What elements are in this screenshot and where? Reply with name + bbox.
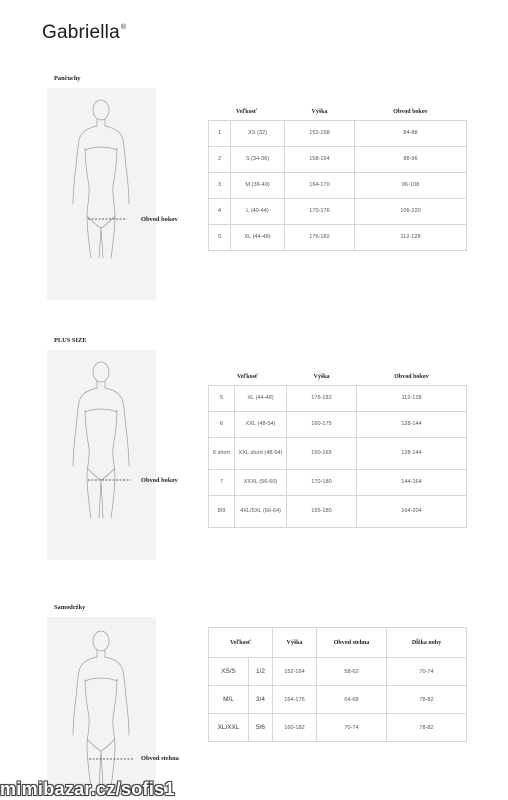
cell-height: 160-175	[287, 411, 357, 437]
cell-number-size: 5/6	[249, 714, 273, 742]
header-thigh-circumference: Obvod stehna	[317, 628, 387, 658]
figure-panel-hips	[47, 88, 178, 300]
cell-number-size: 3/4	[249, 686, 273, 714]
table-row	[209, 686, 467, 714]
cell-thigh: 64-68	[317, 686, 387, 714]
cell-height: 164-170	[285, 172, 355, 198]
header-hip-circumference: Obvod bokov	[393, 108, 428, 115]
size-table-plus-size	[208, 369, 467, 528]
table-row	[209, 437, 467, 469]
cell-thigh: 70-74	[317, 714, 387, 742]
cell-hips: 88-96	[355, 146, 467, 172]
cell-height: 152-164	[273, 658, 317, 686]
cell-hips: 96-108	[355, 172, 467, 198]
table-row	[209, 658, 467, 686]
section-title-panchuchy: Pančuchy	[54, 75, 81, 82]
section-title-samodrzky: Samodržky	[54, 604, 86, 611]
cell-number: 6	[209, 411, 235, 437]
body-silhouette-illustration	[47, 617, 156, 795]
cell-height: 150-165	[287, 437, 357, 469]
registered-mark: ®	[120, 24, 127, 31]
cell-hips: 84-88	[355, 120, 467, 146]
header-leg-length: Dĺžka nohy	[387, 628, 467, 658]
cell-size: XXL (48-54)	[235, 411, 287, 437]
size-table-samodrzky	[208, 627, 467, 742]
header-size: Veľkosť	[236, 373, 259, 380]
table-header-row	[209, 104, 467, 120]
table-row	[209, 411, 467, 437]
header-height: Výška	[273, 628, 317, 658]
cell-size: L (40-44)	[231, 198, 285, 224]
cell-number: 1	[209, 120, 231, 146]
brand-name: Gabriella	[42, 22, 120, 43]
cell-height: 176-182	[285, 224, 355, 250]
cell-number-size: 1/2	[249, 658, 273, 686]
cell-hips: 144-164	[357, 469, 467, 495]
table-row	[209, 198, 467, 224]
size-table-panchuchy	[208, 104, 467, 251]
cell-hips: 128-144	[357, 437, 467, 469]
cell-height: 164-176	[273, 686, 317, 714]
cell-hips: 164-204	[357, 495, 467, 527]
table-row	[209, 385, 467, 411]
cell-leg-length: 78-82	[387, 714, 467, 742]
watermark-text: mimibazar.cz/sofis1	[0, 779, 175, 799]
measure-label-hips: Obvod bokov	[141, 477, 178, 484]
cell-height: 176-182	[287, 385, 357, 411]
cell-size: XS (32)	[231, 120, 285, 146]
cell-height: 170-180	[287, 469, 357, 495]
figure-panel-hips-plus	[47, 350, 178, 560]
cell-number: 2	[209, 146, 231, 172]
measure-label-thigh: Obvod stehna	[141, 755, 179, 762]
cell-hips: 128-144	[357, 411, 467, 437]
cell-letter-size: XS/S	[209, 658, 249, 686]
measure-label-hips: Obvod bokov	[141, 216, 178, 223]
cell-number: 5	[209, 385, 235, 411]
cell-height: 158-164	[285, 146, 355, 172]
header-height: Výška	[313, 373, 330, 380]
cell-leg-length: 78-82	[387, 686, 467, 714]
cell-size: 4XL/5XL (60-64)	[235, 495, 287, 527]
cell-height: 152-158	[285, 120, 355, 146]
table-row	[209, 495, 467, 527]
table-row	[209, 146, 467, 172]
table-row	[209, 224, 467, 250]
cell-leg-length: 70-74	[387, 658, 467, 686]
table-row	[209, 469, 467, 495]
cell-size: XL (44-48)	[231, 224, 285, 250]
cell-letter-size: XL/XXL	[209, 714, 249, 742]
cell-size: XXL short (48-54)	[235, 437, 287, 469]
header-size: Veľkosť	[235, 108, 258, 115]
section-title-plus-size: PLUS SIZE	[54, 337, 87, 344]
header-height: Výška	[311, 108, 328, 115]
header-hip-circumference: Obvod bokov	[394, 373, 429, 380]
table-row	[209, 172, 467, 198]
cell-number: 6 short	[209, 437, 235, 469]
cell-size: M (36-40)	[231, 172, 285, 198]
cell-number: 7	[209, 469, 235, 495]
cell-height: 170-176	[285, 198, 355, 224]
brand-logo	[42, 22, 126, 44]
body-silhouette-illustration	[47, 88, 156, 300]
table-row	[209, 714, 467, 742]
cell-number: 8/9	[209, 495, 235, 527]
cell-letter-size: M/L	[209, 686, 249, 714]
header-size: Veľkosť	[209, 628, 273, 658]
cell-height: 160-182	[273, 714, 317, 742]
cell-number: 4	[209, 198, 231, 224]
cell-hips: 112-128	[357, 385, 467, 411]
cell-hips: 106-120	[355, 198, 467, 224]
cell-hips: 112-128	[355, 224, 467, 250]
cell-size: XXXL (56-60)	[235, 469, 287, 495]
cell-number: 5	[209, 224, 231, 250]
body-silhouette-illustration	[47, 350, 156, 560]
table-row	[209, 120, 467, 146]
cell-thigh: 58-62	[317, 658, 387, 686]
cell-height: 165-180	[287, 495, 357, 527]
table-header-row	[209, 628, 467, 658]
cell-size: XL (44-48)	[235, 385, 287, 411]
table-header-row	[209, 369, 467, 385]
cell-size: S (34-36)	[231, 146, 285, 172]
cell-number: 3	[209, 172, 231, 198]
